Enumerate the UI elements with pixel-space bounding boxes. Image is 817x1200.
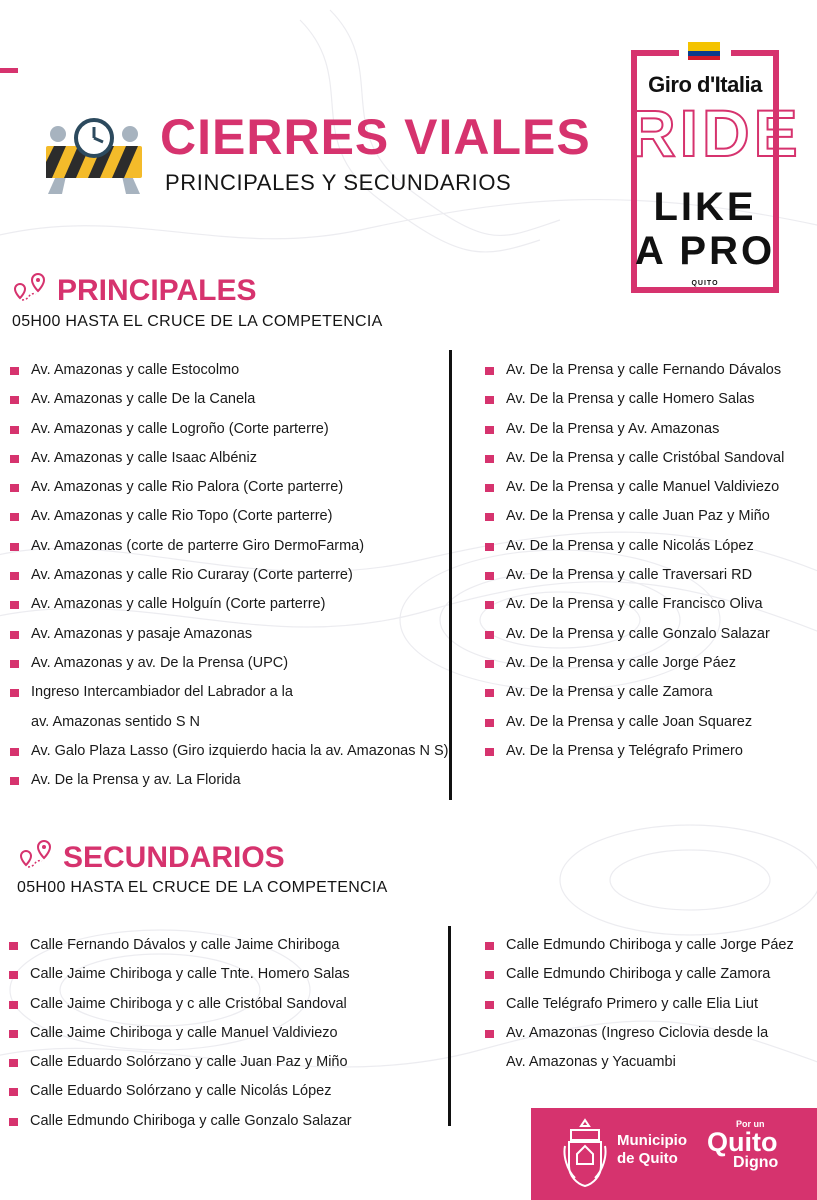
column-divider	[449, 350, 452, 800]
list-item: Calle Edmundo Chiriboga y calle Gonzalo Salazar	[30, 1107, 352, 1136]
list-item: Av. De la Prensa y calle Homero Salas	[506, 385, 784, 414]
list-item: Av. De la Prensa y calle Zamora	[506, 678, 784, 707]
list-item: Av. Amazonas y pasaje Amazonas	[31, 620, 448, 649]
list-item: Av. De la Prensa y calle Juan Paz y Miño	[506, 502, 784, 531]
list-item: Av. Amazonas y calle Logroño (Corte parterre)	[31, 415, 448, 444]
list-item: Av. Amazonas y calle Estocolmo	[31, 356, 448, 385]
logo-apro-text: A PRO	[634, 229, 776, 273]
list-item: Av. Amazonas y av. De la Prensa (UPC)	[31, 649, 448, 678]
list-item: Calle Edmundo Chiriboga y calle Jorge Páez	[506, 931, 794, 960]
giro-ride-like-a-pro-logo	[628, 40, 802, 298]
logo-frame-top-left	[631, 50, 679, 56]
list-item: Ingreso Intercambiador del Labrador a la	[31, 678, 448, 707]
secundarios-right-list	[506, 931, 794, 1077]
secundarios-heading: SECUNDARIOS	[63, 841, 285, 874]
municipio-label: Municipio de Quito	[617, 1132, 687, 1167]
list-item: Av. De la Prensa y calle Joan Squarez	[506, 708, 784, 737]
list-item-continuation: Av. Amazonas y Yacuambi	[506, 1054, 676, 1071]
municipio-footer-banner	[531, 1108, 817, 1200]
list-item: Calle Jaime Chiriboga y c alle Cristóbal Sandoval	[30, 990, 352, 1019]
list-item: Av. De la Prensa y calle Francisco Oliva	[506, 590, 784, 619]
principales-heading: PRINCIPALES	[57, 274, 257, 307]
logo-like-text: LIKE	[653, 185, 757, 229]
list-item: Av. Amazonas y calle Rio Palora (Corte parterre)	[31, 473, 448, 502]
principales-left-list	[31, 356, 448, 795]
list-item: Calle Edmundo Chiriboga y calle Zamora	[506, 960, 794, 989]
list-item: Av. De la Prensa y calle Traversari RD	[506, 561, 784, 590]
list-item: Calle Fernando Dávalos y calle Jaime Chiriboga	[30, 931, 352, 960]
list-item: Calle Telégrafo Primero y calle Elia Liut	[506, 990, 794, 1019]
list-item: Calle Eduardo Solórzano y calle Juan Paz y Miño	[30, 1048, 352, 1077]
list-item: Av. Amazonas (corte de parterre Giro DermoFarma)	[31, 532, 448, 561]
list-item: Calle Jaime Chiriboga y calle Tnte. Homero Salas	[30, 960, 352, 989]
list-item: Av. Galo Plaza Lasso (Giro izquierdo hacia la av. Amazonas N S)	[31, 737, 448, 766]
secundarios-schedule: 05H00 HASTA EL CRUCE DE LA COMPETENCIA	[17, 879, 388, 896]
list-item: Av. De la Prensa y calle Gonzalo Salazar	[506, 620, 784, 649]
por-un-label: Por un	[736, 1119, 765, 1129]
list-item: Av. De la Prensa y calle Cristóbal Sandoval	[506, 444, 784, 473]
digno-label: Digno	[733, 1154, 779, 1171]
logo-ride-text: RIDE	[628, 96, 802, 170]
road-barrier-clock-icon	[44, 118, 144, 196]
list-item: Av. De la Prensa y calle Fernando Dávalos	[506, 356, 784, 385]
corner-accent-mark	[0, 68, 18, 73]
list-item: Av. Amazonas y calle Rio Curaray (Corte parterre)	[31, 561, 448, 590]
principales-right-list	[506, 356, 784, 766]
column-divider	[448, 926, 451, 1126]
list-item: Av. De la Prensa y av. La Florida	[31, 766, 448, 795]
route-pin-icon	[12, 272, 46, 304]
list-item: Calle Jaime Chiriboga y calle Manuel Valdiviezo	[30, 1019, 352, 1048]
list-item: Av. De la Prensa y Telégrafo Primero	[506, 737, 784, 766]
list-item: Av. Amazonas y calle Holguín (Corte parterre)	[31, 590, 448, 619]
list-item: Av. De la Prensa y Av. Amazonas	[506, 415, 784, 444]
page-title: CIERRES VIALES	[160, 109, 591, 165]
list-item-continuation: av. Amazonas sentido S N	[31, 713, 200, 730]
principales-schedule: 05H00 HASTA EL CRUCE DE LA COMPETENCIA	[12, 313, 383, 330]
secundarios-left-list	[30, 931, 352, 1136]
page-subtitle: PRINCIPALES Y SECUNDARIOS	[165, 170, 512, 195]
list-item: Av. De la Prensa y calle Nicolás López	[506, 532, 784, 561]
list-item: Av. Amazonas y calle De la Canela	[31, 385, 448, 414]
list-item: Av. De la Prensa y calle Jorge Páez	[506, 649, 784, 678]
list-item: Av. De la Prensa y calle Manuel Valdiviezo	[506, 473, 784, 502]
ecuador-flag-icon	[688, 42, 720, 60]
route-pin-icon	[18, 839, 52, 871]
list-item: Av. Amazonas (Ingreso Ciclovia desde la	[506, 1019, 794, 1048]
logo-city-text: QUITO	[691, 280, 719, 287]
list-item: Av. Amazonas y calle Isaac Albéniz	[31, 444, 448, 473]
quito-label: Quito	[707, 1127, 778, 1157]
logo-giro-text: Giro d'Italia	[648, 72, 762, 97]
list-item: Calle Eduardo Solórzano y calle Nicolás López	[30, 1077, 352, 1106]
logo-frame-top-right	[731, 50, 779, 56]
quito-coat-of-arms-icon	[563, 1116, 607, 1190]
list-item: Av. Amazonas y calle Rio Topo (Corte parterre)	[31, 502, 448, 531]
